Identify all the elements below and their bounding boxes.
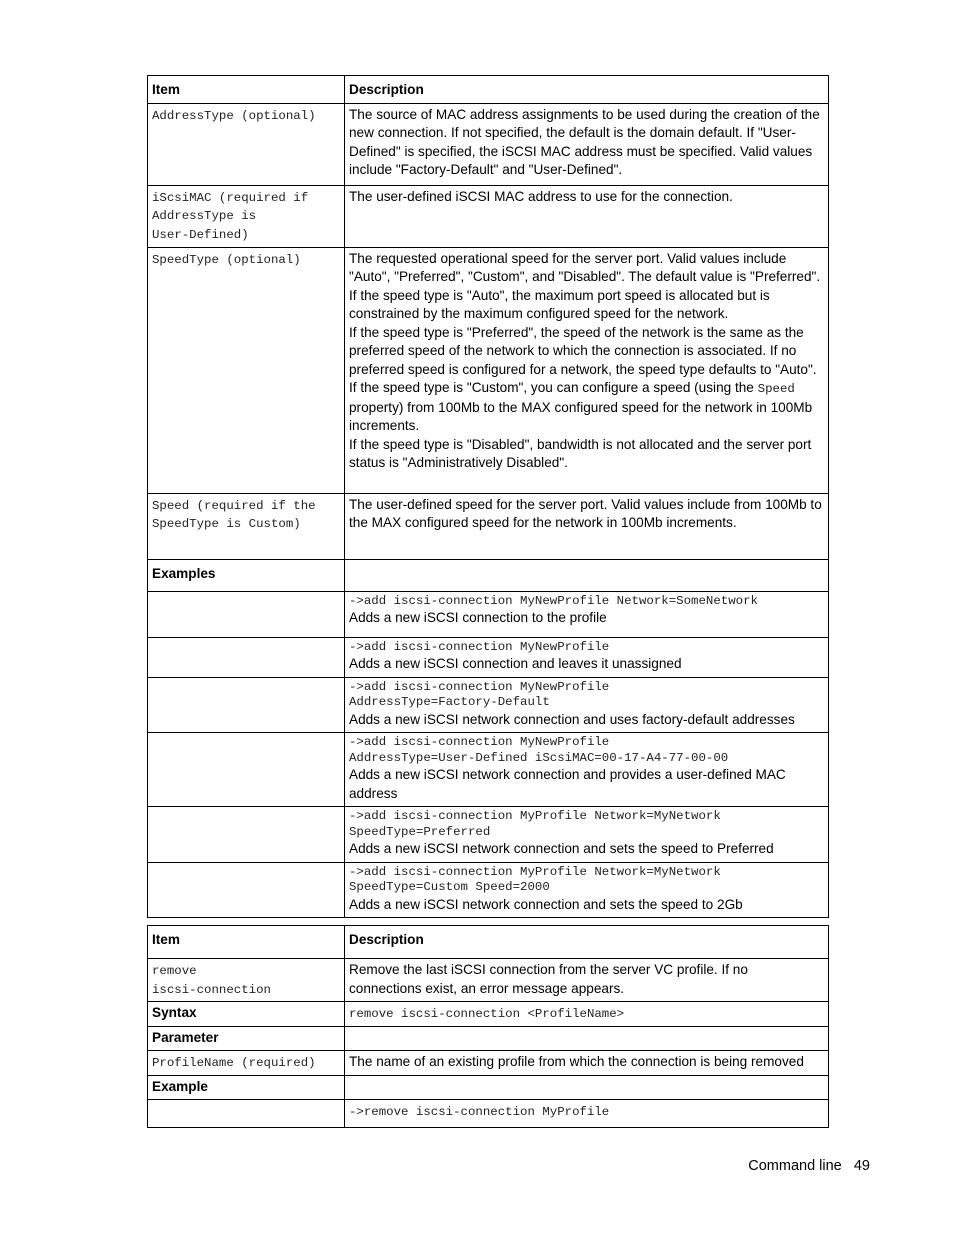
example-description: Adds a new iSCSI network connection and provides a user-defined MAC address: [349, 767, 786, 801]
speedtype-paragraph: If the speed type is "Disabled", bandwidth is not allocated and the server port status is "Administratively Disabled".: [349, 436, 812, 470]
example-description: Adds a new iSCSI connection and leaves it unassigned: [349, 656, 682, 671]
example-command: ->add iscsi-connection MyProfile Network=MyNetwork SpeedType=Preferred: [349, 809, 721, 839]
example-label: Example: [148, 1075, 345, 1100]
example-heading-row: [148, 1075, 829, 1100]
example-command: ->add iscsi-connection MyNewProfile AddressType=User-Defined iScsiMAC=00-17-A4-77-00-00: [349, 735, 729, 765]
examples-heading-row: [148, 559, 829, 591]
parameter-label: Parameter: [148, 1026, 345, 1051]
description-speedtype: [345, 247, 829, 493]
parameter-description: The name of an existing profile from which the connection is being removed: [345, 1051, 829, 1076]
remove-iscsi-connection-table: [147, 925, 829, 1128]
example-row: [148, 591, 829, 637]
table-row: [148, 103, 829, 185]
table-header-row: [148, 926, 829, 959]
command-item: remove iscsi-connection: [152, 964, 271, 997]
syntax-row: [148, 1002, 829, 1027]
speedtype-text: property) from 100Mb to the MAX configured speed for the network in 100Mb increments.: [349, 399, 813, 433]
example-row: [148, 677, 829, 733]
description-speed: The user-defined speed for the server port. Valid values include from 100Mb to the MAX configured speed for the network in 100Mb increments.: [345, 493, 829, 559]
page-number: 49: [853, 1158, 870, 1174]
table-row: [148, 247, 829, 493]
speedtype-paragraph: If the speed type is "Auto", the maximum port speed is allocated but is constrained by the maximum configured speed for the network.: [349, 287, 770, 321]
item-addresstype: AddressType (optional): [152, 108, 316, 123]
speedtype-paragraph: [349, 379, 824, 436]
example-row: [148, 733, 829, 807]
table-row: [148, 1051, 829, 1076]
item-iscsimac: iScsiMAC (required if AddressType is User-Defined): [152, 190, 309, 242]
column-header-description: Description: [345, 76, 829, 104]
speed-inline-code: Speed: [757, 382, 795, 396]
syntax-label: Syntax: [148, 1002, 345, 1027]
example-description: Adds a new iSCSI connection to the profile: [349, 610, 607, 625]
example-description: Adds a new iSCSI network connection and sets the speed to 2Gb: [349, 896, 743, 912]
parameter-heading-row: [148, 1026, 829, 1051]
example-description: Adds a new iSCSI network connection and uses factory-default addresses: [349, 711, 795, 727]
table-row: [148, 185, 829, 247]
column-header-description: Description: [345, 926, 829, 959]
example-row: [148, 807, 829, 863]
example-command: ->remove iscsi-connection MyProfile: [349, 1105, 610, 1119]
footer-section-title: Command line: [748, 1158, 842, 1174]
example-command: ->add iscsi-connection MyNewProfile AddressType=Factory-Default: [349, 679, 610, 709]
add-iscsi-connection-table: [147, 75, 829, 918]
speedtype-paragraph: The requested operational speed for the server port. Valid values include "Auto", "Preferred", "Custom", and "Disabled". The default value is "Preferred".: [349, 250, 821, 284]
examples-label: Examples: [148, 559, 345, 591]
parameter-item: ProfileName (required): [152, 1056, 316, 1070]
example-command: ->add iscsi-connection MyNewProfile Network=SomeNetwork: [349, 593, 758, 608]
command-description: Remove the last iSCSI connection from the server VC profile. If no connections exist, an error message appears.: [345, 959, 829, 1002]
table-row: [148, 493, 829, 559]
column-header-item: Item: [148, 926, 345, 959]
description-addresstype: The source of MAC address assignments to be used during the creation of the new connection. If not specified, the default is the domain default. If "User-Defined" is specified, the iSCSI MAC address must be specified. Valid values include "Factory-Default" and "User-Defined".: [345, 103, 829, 185]
table-header-row: [148, 76, 829, 104]
example-row: [148, 637, 829, 677]
example-row: [148, 1100, 829, 1128]
example-command: ->add iscsi-connection MyNewProfile: [349, 639, 610, 654]
item-speedtype: SpeedType (optional): [152, 252, 301, 267]
column-header-item: Item: [148, 76, 345, 104]
speedtype-paragraph: If the speed type is "Preferred", the speed of the network is the same as the preferred speed of the network to which the connection is associated. If no preferred speed is configured for a network, the speed type defaults to "Auto".: [349, 324, 817, 377]
example-row: [148, 862, 829, 918]
table-row: [148, 959, 829, 1002]
example-command: ->add iscsi-connection MyProfile Network=MyNetwork SpeedType=Custom Speed=2000: [349, 864, 721, 894]
syntax-value: remove iscsi-connection <ProfileName>: [349, 1007, 625, 1021]
item-speed: Speed (required if the SpeedType is Custom): [152, 498, 316, 531]
example-description: Adds a new iSCSI network connection and sets the speed to Preferred: [349, 841, 774, 856]
speedtype-text: If the speed type is "Custom", you can configure a speed (using the: [349, 380, 758, 395]
page-footer: [740, 1158, 870, 1174]
description-iscsimac: The user-defined iSCSI MAC address to use for the connection.: [345, 185, 829, 247]
